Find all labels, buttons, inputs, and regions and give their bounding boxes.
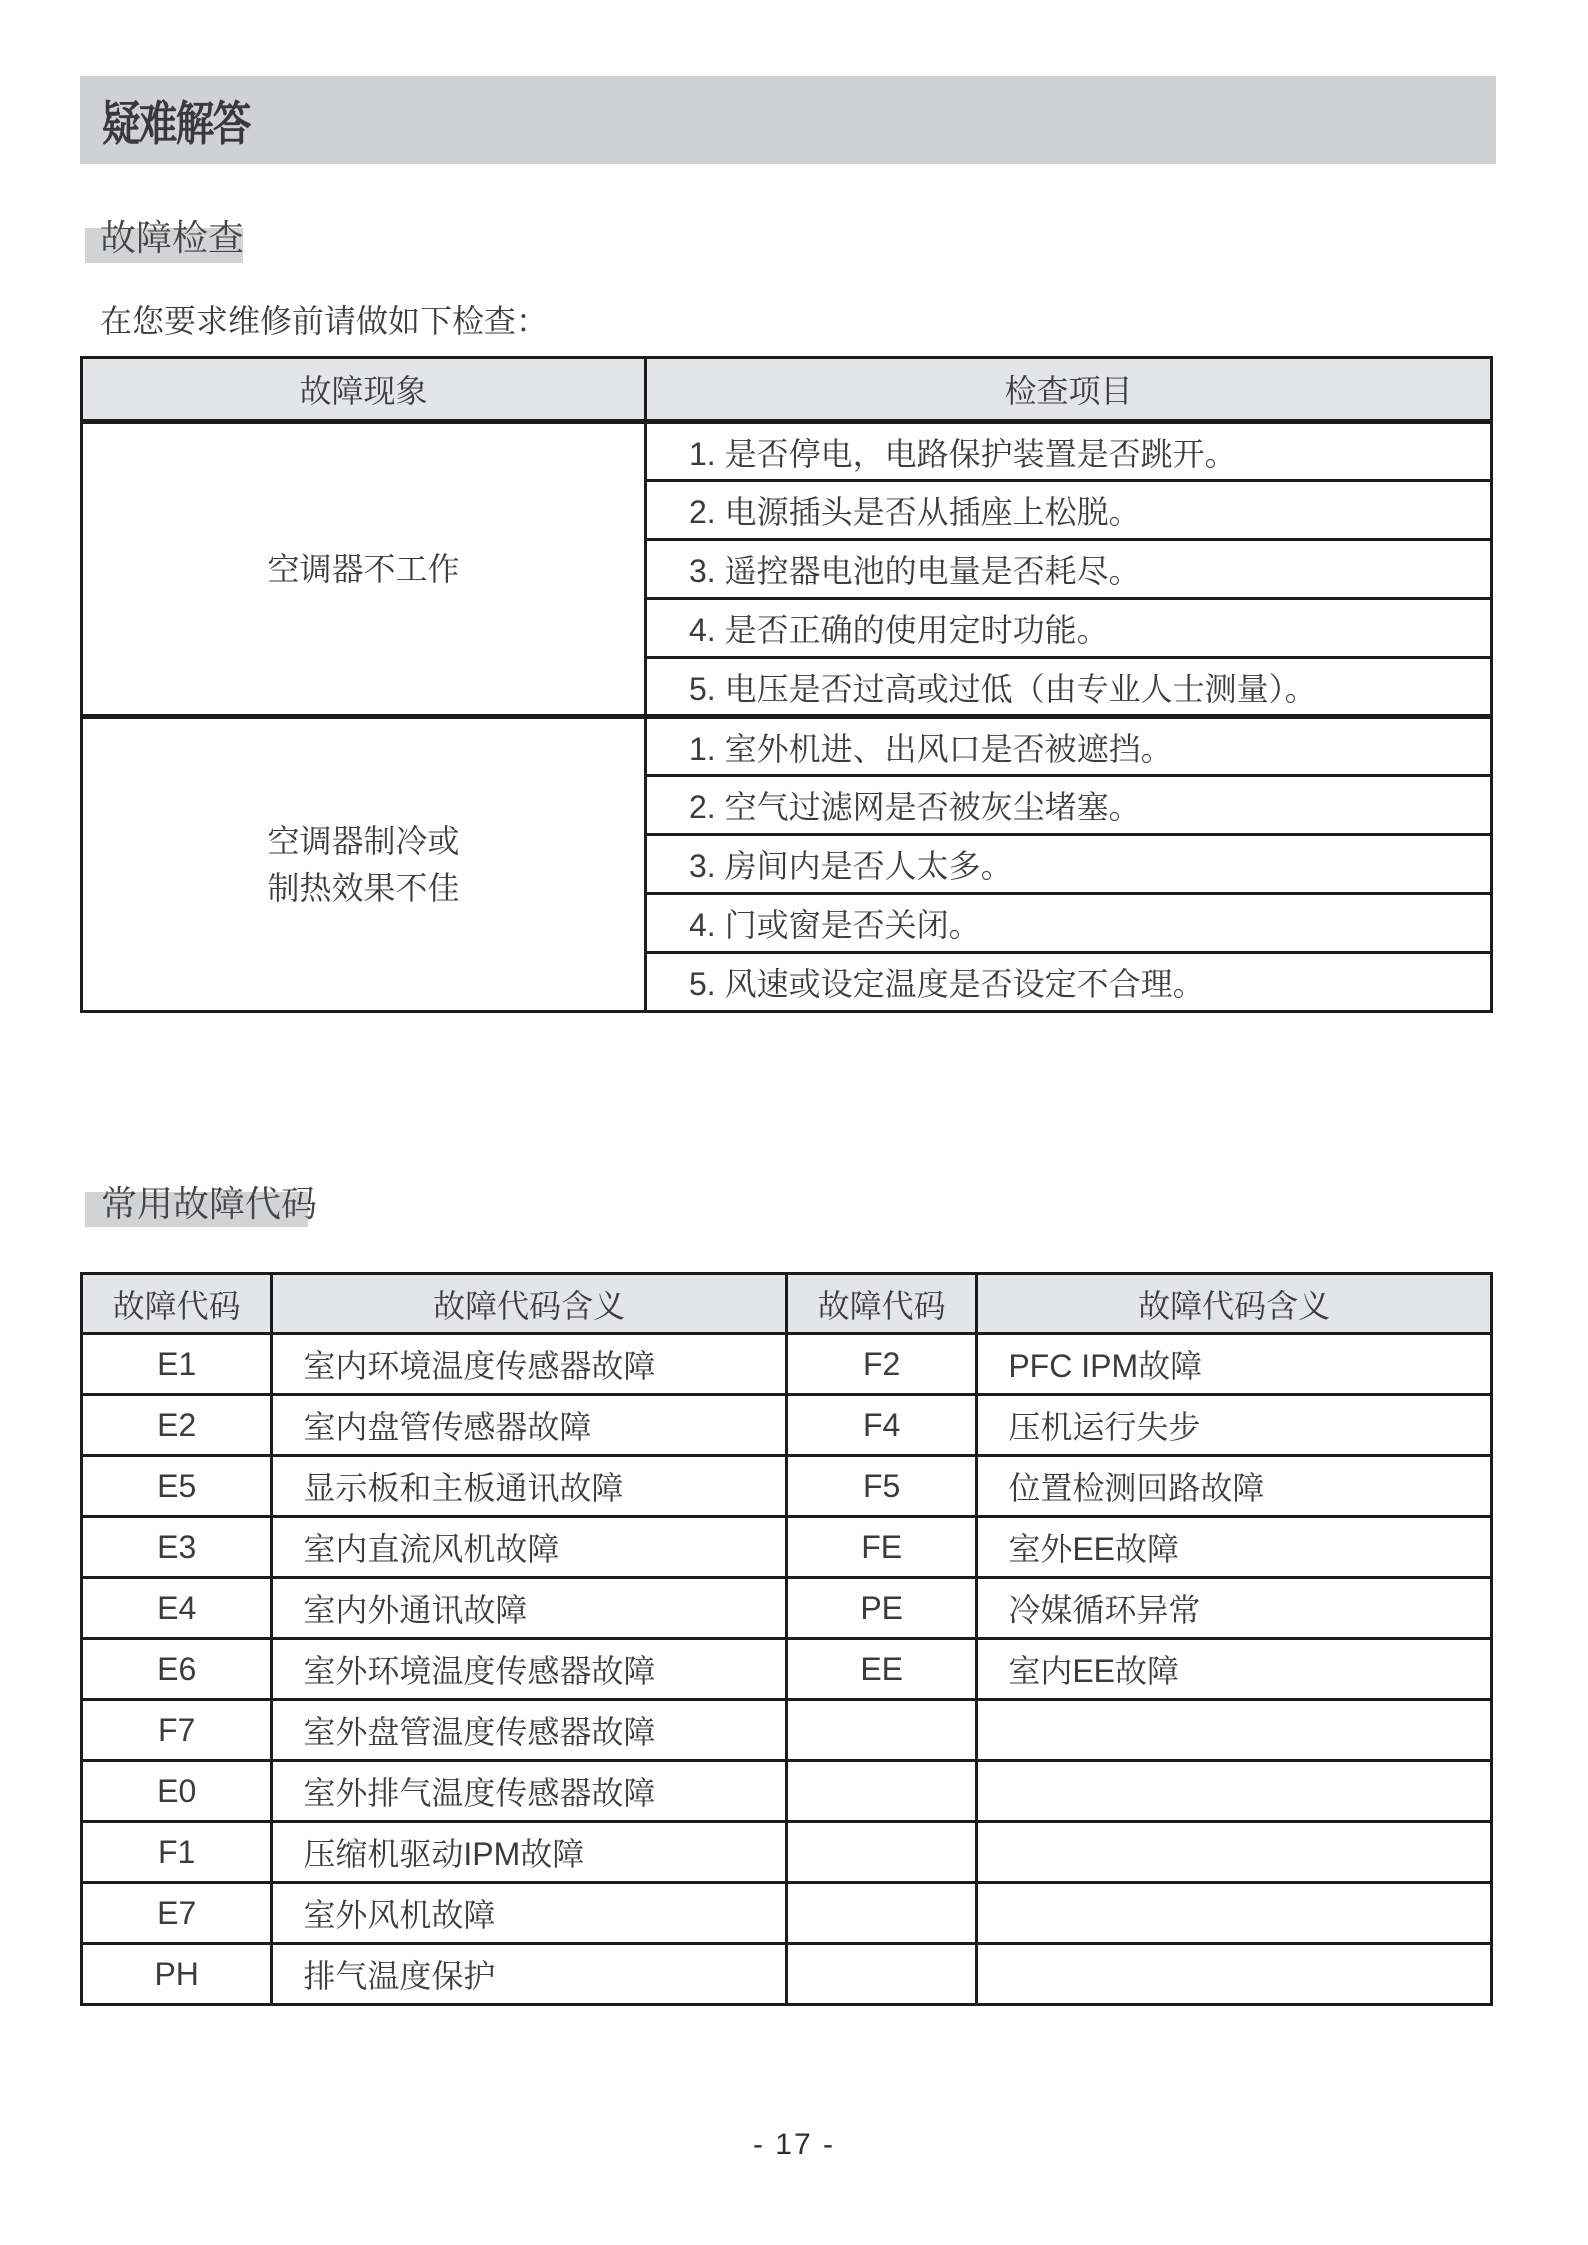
check-item-cell: 1. 室外机进、出风口是否被遮挡。 bbox=[646, 717, 1492, 776]
code-cell: F4 bbox=[786, 1395, 976, 1456]
fault-codes-table bbox=[80, 1272, 1493, 2006]
column-header-meaning: 故障代码含义 bbox=[272, 1274, 787, 1334]
check-item-cell: 3. 房间内是否人太多。 bbox=[646, 835, 1492, 894]
fault-check-table bbox=[80, 356, 1493, 1013]
table-row bbox=[82, 1883, 1492, 1944]
table-row bbox=[82, 1700, 1492, 1761]
table-row bbox=[82, 1395, 1492, 1456]
code-cell: E7 bbox=[82, 1883, 272, 1944]
check-item-cell: 1. 是否停电，电路保护装置是否跳开。 bbox=[646, 422, 1492, 481]
check-item-cell: 2. 空气过滤网是否被灰尘堵塞。 bbox=[646, 776, 1492, 835]
meaning-cell: 显示板和主板通讯故障 bbox=[272, 1456, 787, 1517]
code-cell: F7 bbox=[82, 1700, 272, 1761]
table-row bbox=[82, 1639, 1492, 1700]
code-cell: E1 bbox=[82, 1334, 272, 1395]
table-row bbox=[82, 1761, 1492, 1822]
code-cell bbox=[786, 1700, 976, 1761]
phenomenon-line: 空调器不工作 bbox=[267, 550, 460, 587]
code-cell: EE bbox=[786, 1639, 976, 1700]
meaning-cell: 室外盘管温度传感器故障 bbox=[272, 1700, 787, 1761]
meaning-cell: 冷媒循环异常 bbox=[977, 1578, 1492, 1639]
check-item-cell: 5. 电压是否过高或过低（由专业人士测量）。 bbox=[646, 658, 1492, 717]
table-row bbox=[82, 1334, 1492, 1395]
meaning-cell: 排气温度保护 bbox=[272, 1944, 787, 2005]
table-row bbox=[82, 1456, 1492, 1517]
code-cell: F2 bbox=[786, 1334, 976, 1395]
code-cell bbox=[786, 1883, 976, 1944]
table-header-row bbox=[82, 1274, 1492, 1334]
section-title-fault-codes: 常用故障代码 bbox=[101, 1183, 318, 1224]
meaning-cell: 室内直流风机故障 bbox=[272, 1517, 787, 1578]
code-cell: PH bbox=[82, 1944, 272, 2005]
check-item-cell: 4. 门或窗是否关闭。 bbox=[646, 894, 1492, 953]
meaning-cell: PFC IPM故障 bbox=[977, 1334, 1492, 1395]
meaning-cell: 压缩机驱动IPM故障 bbox=[272, 1822, 787, 1883]
meaning-cell: 室外排气温度传感器故障 bbox=[272, 1761, 787, 1822]
column-header-code: 故障代码 bbox=[786, 1274, 976, 1334]
code-cell: E0 bbox=[82, 1761, 272, 1822]
table-row bbox=[82, 1578, 1492, 1639]
phenomenon-line: 空调器制冷或 bbox=[267, 823, 460, 860]
check-item-cell: 2. 电源插头是否从插座上松脱。 bbox=[646, 481, 1492, 540]
code-cell: E3 bbox=[82, 1517, 272, 1578]
table-row bbox=[82, 717, 1492, 776]
section-title-fault-check: 故障检查 bbox=[100, 217, 245, 258]
meaning-cell: 位置检测回路故障 bbox=[977, 1456, 1492, 1517]
code-cell: E6 bbox=[82, 1639, 272, 1700]
column-header-code: 故障代码 bbox=[82, 1274, 272, 1334]
intro-text: 在您要求维修前请做如下检查： bbox=[100, 303, 549, 339]
check-item-cell: 5. 风速或设定温度是否设定不合理。 bbox=[646, 953, 1492, 1012]
meaning-cell bbox=[977, 1944, 1492, 2005]
code-cell: F1 bbox=[82, 1822, 272, 1883]
table-header-row bbox=[82, 358, 1492, 422]
meaning-cell bbox=[977, 1700, 1492, 1761]
code-cell: E5 bbox=[82, 1456, 272, 1517]
meaning-cell: 压机运行失步 bbox=[977, 1395, 1492, 1456]
column-header-meaning: 故障代码含义 bbox=[977, 1274, 1492, 1334]
page-header-banner bbox=[80, 76, 1496, 164]
meaning-cell: 室外风机故障 bbox=[272, 1883, 787, 1944]
meaning-cell: 室外EE故障 bbox=[977, 1517, 1492, 1578]
code-cell: PE bbox=[786, 1578, 976, 1639]
check-item-cell: 4. 是否正确的使用定时功能。 bbox=[646, 599, 1492, 658]
meaning-cell: 室内EE故障 bbox=[977, 1639, 1492, 1700]
column-header-phenomenon: 故障现象 bbox=[82, 358, 646, 422]
table-row bbox=[82, 1944, 1492, 2005]
meaning-cell: 室内外通讯故障 bbox=[272, 1578, 787, 1639]
code-cell: E2 bbox=[82, 1395, 272, 1456]
page-title: 疑难解答 bbox=[102, 96, 250, 150]
meaning-cell bbox=[977, 1822, 1492, 1883]
phenomenon-line: 制热效果不佳 bbox=[267, 869, 460, 906]
check-item-cell: 3. 遥控器电池的电量是否耗尽。 bbox=[646, 540, 1492, 599]
column-header-check-items: 检查项目 bbox=[646, 358, 1492, 422]
meaning-cell: 室外环境温度传感器故障 bbox=[272, 1639, 787, 1700]
table-row bbox=[82, 1517, 1492, 1578]
phenomenon-cell bbox=[82, 717, 646, 1012]
meaning-cell: 室内盘管传感器故障 bbox=[272, 1395, 787, 1456]
table-row bbox=[82, 422, 1492, 481]
code-cell bbox=[786, 1761, 976, 1822]
meaning-cell bbox=[977, 1883, 1492, 1944]
table-row bbox=[82, 1822, 1492, 1883]
code-cell bbox=[786, 1944, 976, 2005]
page-number: - 17 - bbox=[752, 2128, 836, 2161]
code-cell: E4 bbox=[82, 1578, 272, 1639]
meaning-cell bbox=[977, 1761, 1492, 1822]
meaning-cell: 室内环境温度传感器故障 bbox=[272, 1334, 787, 1395]
code-cell: FE bbox=[786, 1517, 976, 1578]
phenomenon-cell bbox=[82, 422, 646, 717]
code-cell: F5 bbox=[786, 1456, 976, 1517]
code-cell bbox=[786, 1822, 976, 1883]
